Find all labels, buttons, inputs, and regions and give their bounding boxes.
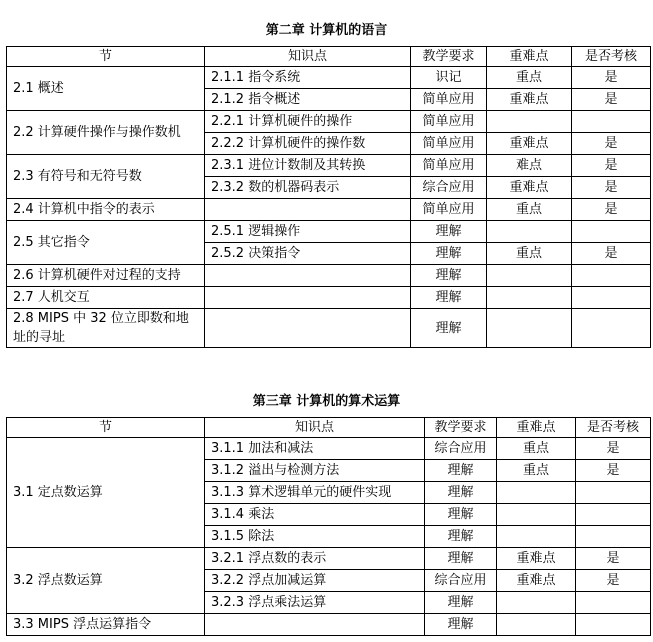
header-requirement: 教学要求 [425, 418, 497, 438]
knowledge-point-cell [205, 199, 411, 221]
exam-cell [572, 309, 651, 348]
requirement-cell: 理解 [411, 309, 487, 348]
header-requirement: 教学要求 [411, 47, 487, 67]
knowledge-point-cell [205, 287, 411, 309]
difficulty-cell: 重点 [487, 67, 572, 89]
knowledge-point-cell: 2.2.2 计算机硬件的操作数 [205, 133, 411, 155]
knowledge-point-cell: 2.2.1 计算机硬件的操作 [205, 111, 411, 133]
knowledge-point-cell: 3.2.1 浮点数的表示 [205, 548, 425, 570]
exam-cell: 是 [572, 177, 651, 199]
requirement-cell: 简单应用 [411, 89, 487, 111]
knowledge-point-cell: 3.2.3 浮点乘法运算 [205, 592, 425, 614]
difficulty-cell: 重点 [487, 243, 572, 265]
requirement-cell: 综合应用 [425, 438, 497, 460]
section-cell: 3.3 MIPS 浮点运算指令 [7, 614, 205, 636]
difficulty-cell [487, 287, 572, 309]
difficulty-cell [497, 614, 576, 636]
section-cell: 2.4 计算机中指令的表示 [7, 199, 205, 221]
table-row [7, 548, 651, 570]
difficulty-cell: 重点 [497, 460, 576, 482]
exam-cell [576, 482, 651, 504]
knowledge-point-cell: 2.5.2 决策指令 [205, 243, 411, 265]
section-cell: 2.6 计算机硬件对过程的支持 [7, 265, 205, 287]
header-section: 节 [7, 47, 205, 67]
chapter2-table [6, 46, 651, 348]
section-cell: 3.1 定点数运算 [7, 438, 205, 548]
section-cell: 2.8 MIPS 中 32 位立即数和地址的寻址 [7, 309, 205, 348]
requirement-cell: 综合应用 [411, 177, 487, 199]
table-row [7, 199, 651, 221]
knowledge-point-cell [205, 309, 411, 348]
exam-cell: 是 [576, 548, 651, 570]
table-row [7, 221, 651, 243]
knowledge-point-cell [205, 265, 411, 287]
difficulty-cell: 重难点 [487, 89, 572, 111]
difficulty-cell: 难点 [487, 155, 572, 177]
requirement-cell: 理解 [411, 243, 487, 265]
table-row [7, 614, 651, 636]
knowledge-point-cell: 2.1.1 指令系统 [205, 67, 411, 89]
knowledge-point-cell: 3.1.4 乘法 [205, 504, 425, 526]
exam-cell: 是 [572, 243, 651, 265]
table-row [7, 265, 651, 287]
exam-cell: 是 [576, 570, 651, 592]
header-knowledge-point: 知识点 [205, 47, 411, 67]
knowledge-point-cell: 3.1.1 加法和减法 [205, 438, 425, 460]
difficulty-cell [487, 221, 572, 243]
exam-cell: 是 [572, 133, 651, 155]
difficulty-cell: 重难点 [487, 133, 572, 155]
exam-cell: 是 [572, 155, 651, 177]
requirement-cell: 理解 [425, 504, 497, 526]
section-cell: 2.2 计算硬件操作与操作数机 [7, 111, 205, 155]
difficulty-cell: 重点 [497, 438, 576, 460]
difficulty-cell: 重点 [487, 199, 572, 221]
difficulty-cell [487, 111, 572, 133]
table-row [7, 287, 651, 309]
requirement-cell: 理解 [425, 592, 497, 614]
header-knowledge-point: 知识点 [205, 418, 425, 438]
header-section: 节 [7, 418, 205, 438]
requirement-cell: 理解 [425, 548, 497, 570]
exam-cell [572, 287, 651, 309]
table-row [7, 155, 651, 177]
requirement-cell: 理解 [411, 221, 487, 243]
requirement-cell: 理解 [411, 265, 487, 287]
table-row [7, 438, 651, 460]
requirement-cell: 简单应用 [411, 199, 487, 221]
requirement-cell: 理解 [425, 614, 497, 636]
requirement-cell: 理解 [425, 526, 497, 548]
requirement-cell: 简单应用 [411, 111, 487, 133]
chapter3-title: 第三章 计算机的算术运算 [252, 394, 401, 409]
exam-cell: 是 [576, 438, 651, 460]
section-cell: 2.5 其它指令 [7, 221, 205, 265]
exam-cell [576, 526, 651, 548]
exam-cell: 是 [572, 89, 651, 111]
knowledge-point-cell: 2.3.2 数的机器码表示 [205, 177, 411, 199]
section-cell: 2.7 人机交互 [7, 287, 205, 309]
table-header-row [7, 47, 651, 67]
knowledge-point-cell: 2.3.1 进位计数制及其转换 [205, 155, 411, 177]
requirement-cell: 理解 [411, 287, 487, 309]
table-row [7, 67, 651, 89]
exam-cell: 是 [572, 199, 651, 221]
table-row [7, 111, 651, 133]
chapter3-table [6, 417, 651, 636]
difficulty-cell: 重难点 [497, 548, 576, 570]
requirement-cell: 识记 [411, 67, 487, 89]
difficulty-cell [497, 526, 576, 548]
exam-cell: 是 [572, 67, 651, 89]
header-exam: 是否考核 [572, 47, 651, 67]
difficulty-cell: 重难点 [497, 570, 576, 592]
difficulty-cell [487, 265, 572, 287]
knowledge-point-cell: 3.2.2 浮点加减运算 [205, 570, 425, 592]
section-cell: 2.3 有符号和无符号数 [7, 155, 205, 199]
knowledge-point-cell: 2.1.2 指令概述 [205, 89, 411, 111]
requirement-cell: 综合应用 [425, 570, 497, 592]
difficulty-cell [487, 309, 572, 348]
requirement-cell: 理解 [425, 482, 497, 504]
exam-cell [572, 265, 651, 287]
exam-cell [576, 504, 651, 526]
requirement-cell: 简单应用 [411, 133, 487, 155]
knowledge-point-cell: 3.1.3 算术逻辑单元的硬件实现 [205, 482, 425, 504]
exam-cell [576, 614, 651, 636]
exam-cell [572, 111, 651, 133]
knowledge-point-cell [205, 614, 425, 636]
knowledge-point-cell: 3.1.2 溢出与检测方法 [205, 460, 425, 482]
difficulty-cell [497, 592, 576, 614]
knowledge-point-cell: 3.1.5 除法 [205, 526, 425, 548]
exam-cell [572, 221, 651, 243]
chapter2-title: 第二章 计算机的语言 [265, 23, 388, 38]
requirement-cell: 简单应用 [411, 155, 487, 177]
table-row [7, 309, 651, 348]
header-exam: 是否考核 [576, 418, 651, 438]
exam-cell: 是 [576, 460, 651, 482]
section-cell: 3.2 浮点数运算 [7, 548, 205, 614]
header-difficulty: 重难点 [497, 418, 576, 438]
table-header-row [7, 418, 651, 438]
difficulty-cell [497, 504, 576, 526]
exam-cell [576, 592, 651, 614]
requirement-cell: 理解 [425, 460, 497, 482]
header-difficulty: 重难点 [487, 47, 572, 67]
difficulty-cell: 重难点 [487, 177, 572, 199]
difficulty-cell [497, 482, 576, 504]
knowledge-point-cell: 2.5.1 逻辑操作 [205, 221, 411, 243]
section-cell: 2.1 概述 [7, 67, 205, 111]
